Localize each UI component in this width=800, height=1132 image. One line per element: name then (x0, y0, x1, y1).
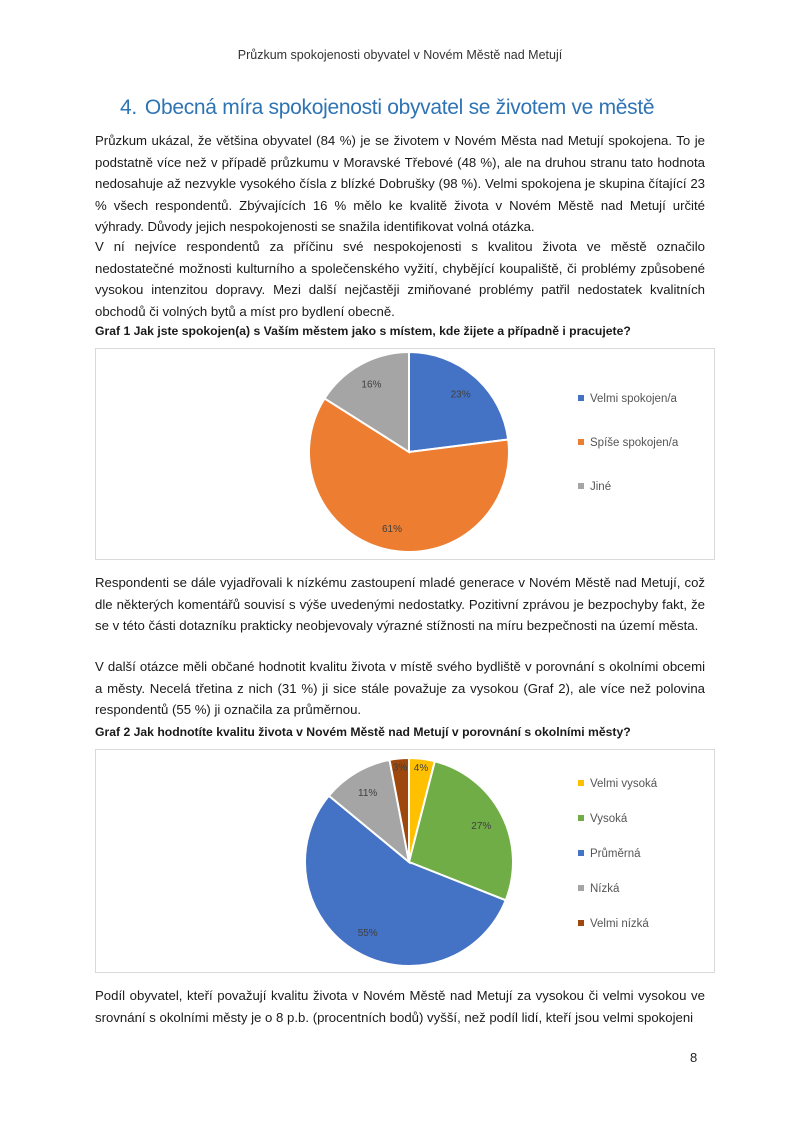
legend-label: Průměrná (590, 848, 641, 860)
chart-1-caption: Graf 1 Jak jste spokojen(a) s Vaším městem jako s místem, kde žijete a případně i pracujete? (95, 324, 631, 338)
page-number: 8 (690, 1050, 698, 1065)
legend-item-4 (578, 883, 619, 895)
paragraph-5: Podíl obyvatel, kteří považují kvalitu života v Novém Městě nad Metují za vysokou či velmi vysokou ve srovnání s okolními městy je o 8 p.b. (procentních bodů) vyšší, než podíl lidí, kteří jsou velmi spokojeni (95, 988, 705, 1025)
legend-swatch (578, 483, 584, 489)
legend-item-1 (578, 393, 677, 405)
pie-slice-1 (409, 352, 508, 452)
legend-item-1 (578, 778, 657, 790)
legend-item-5 (578, 918, 649, 930)
pie-data-label-3: 16% (361, 379, 382, 391)
pie-data-label-5: 3% (392, 762, 408, 774)
legend-label: Spíše spokojen/a (590, 437, 679, 449)
legend-swatch (578, 850, 584, 856)
legend-swatch (578, 439, 584, 445)
legend-label: Nízká (590, 883, 620, 895)
pie-data-label-2: 61% (381, 524, 403, 536)
legend-swatch (578, 920, 584, 926)
pie-data-label-3: 55% (357, 927, 378, 939)
chart-2 (95, 749, 715, 973)
legend-swatch (578, 780, 584, 786)
paragraph-3: Respondenti se dále vyjadřovali k nízkému zastoupení mladé generace v Novém Městě nad Metují, což dle některých komentářů souvisí s výše uvedenými nedostatky. Pozitivní zprávou je bezpochyby fakt, že se v této části dotazníku prakticky neobjevovaly výrazné stížnosti na míru bezpečnosti na území města. (95, 575, 705, 633)
pie-data-label-1: 4% (413, 763, 429, 775)
paragraph-1: Průzkum ukázal, že většina obyvatel (84 %) je se životem v Novém Města nad Metují spokojena. To je podstatně více než v případě průzkumu v Moravské Třebové (48 %), ale na druhou stranu tato hodnota nedosahuje až nezvykle vysokého čísla z blízké Dobrušky (98 %). Velmi spokojena je skupina čítající 23 % všech respondentů. Zbývajících 16 % mělo ke kvalitě života v Novém Městě nad Metují určité výhrady. Důvody jejich nespokojenosti se snažila identifikovat volná otázka. (95, 133, 705, 234)
section-title: Obecná míra spokojenosti obyvatel se životem ve městě (144, 96, 655, 119)
section-number: 4. (120, 96, 137, 119)
section-heading (120, 96, 720, 120)
chart-2-caption: Graf 2 Jak hodnotíte kvalitu života v Novém Městě nad Metují v porovnání s okolními městy? (95, 725, 631, 739)
pie-data-label-1: 23% (450, 389, 471, 401)
chart-1 (95, 348, 715, 560)
paragraph-4: V další otázce měli občané hodnotit kvalitu života v místě svého bydliště v porovnání s okolními obcemi a městy. Necelá třetina z nich (31 %) ji sice stále považuje za vysokou (Graf 2), ale více než polovina respondentů (55 %) ji označila za průměrnou. (95, 659, 705, 717)
legend-item-2 (578, 813, 627, 825)
legend-label: Vysoká (590, 813, 628, 825)
legend-swatch (578, 885, 584, 891)
legend-label: Jiné (590, 481, 612, 493)
legend-item-3 (578, 481, 611, 493)
legend-swatch (578, 815, 584, 821)
legend-label: Velmi nízká (590, 918, 649, 930)
page-header: Průzkum spokojenosti obyvatel v Novém Městě nad Metují (237, 48, 563, 62)
legend-swatch (578, 395, 584, 401)
legend-item-2 (578, 437, 678, 449)
legend-label: Velmi vysoká (590, 778, 658, 790)
pie-data-label-4: 11% (358, 788, 378, 800)
legend-item-3 (578, 848, 641, 860)
legend-label: Velmi spokojen/a (590, 393, 677, 405)
paragraph-2: V ní nejvíce respondentů za příčinu své nespokojenosti s kvalitou života ve městě označilo nedostatečné možnosti kulturního a společenského vyžití, chybějící koupaliště, či problémy způsobené vysokou intenzitou dopravy. Mezi další nejčastěji zmiňované problémy patřil nedostatek kvalitních obchodů či volných bytů a míst pro bydlení obecně. (95, 239, 705, 319)
chart-1-svg (96, 349, 714, 559)
pie-data-label-2: 27% (471, 821, 492, 833)
